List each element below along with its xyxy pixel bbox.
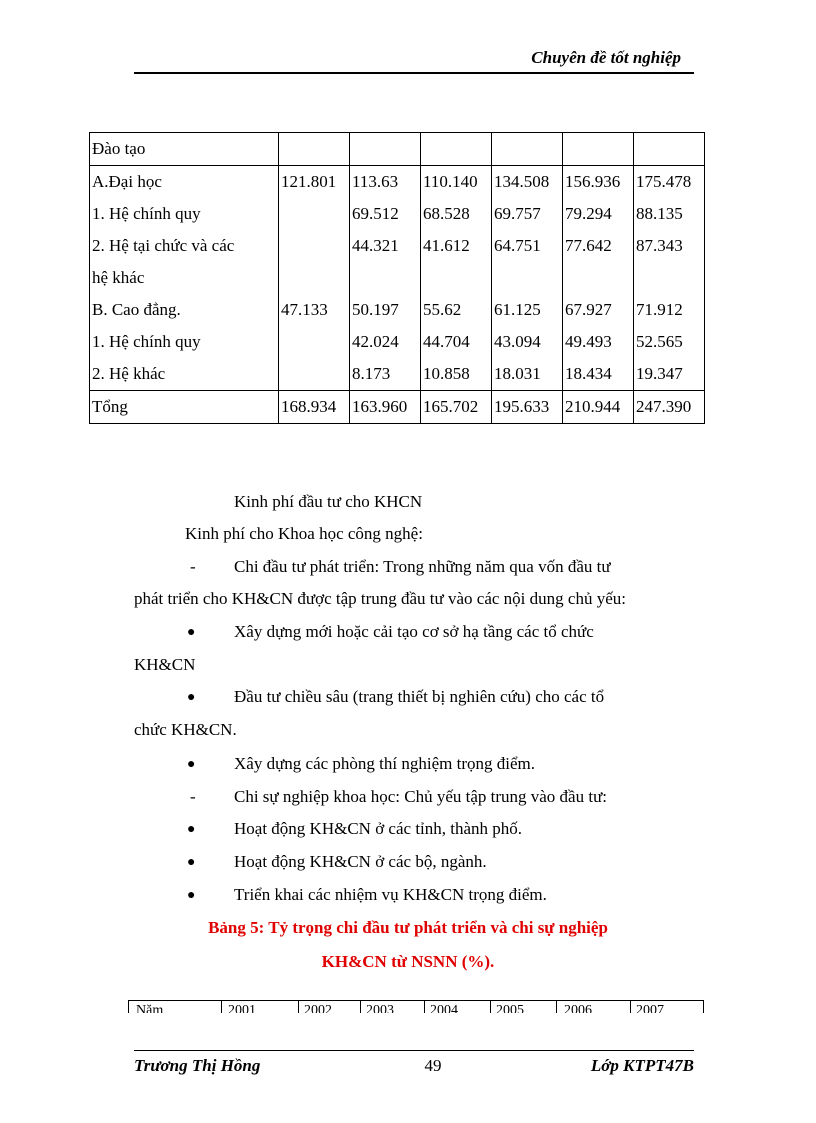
table-cell: 47.133	[279, 294, 350, 326]
table-cell	[421, 262, 492, 294]
header-rule	[134, 72, 694, 74]
table-cell: 64.751	[492, 230, 563, 262]
table-cell	[563, 133, 634, 166]
dash-marker: -	[190, 557, 196, 576]
row-label: 1. Hệ chính quy	[90, 198, 279, 230]
bullet5-line: Hoạt động KH&CN ở các bộ, ngành.	[234, 852, 487, 871]
table-cell: 18.031	[492, 358, 563, 391]
bullet1-line-a: Xây dựng mới hoặc cải tạo cơ sở hạ tầng các tổ chức	[234, 622, 594, 641]
table-cell: 44.321	[350, 230, 421, 262]
dash1-line-a: Chi đầu tư phát triển: Trong những năm qua vốn đầu tư	[234, 557, 611, 576]
table-cell: 247.390	[634, 391, 705, 424]
table-cell	[279, 198, 350, 230]
table-row	[90, 133, 705, 166]
table-cell: 110.140	[421, 166, 492, 199]
table-cell: 50.197	[350, 294, 421, 326]
row-label: Đào tạo	[90, 133, 279, 166]
table-cell: 79.294	[563, 198, 634, 230]
bullet-icon: ●	[187, 625, 196, 640]
truncated-table-top	[128, 1000, 704, 1013]
table-cell: 44.704	[421, 326, 492, 358]
table-border	[630, 1001, 631, 1013]
table-cell: 69.757	[492, 198, 563, 230]
table-cell: 49.493	[563, 326, 634, 358]
table-cell	[563, 262, 634, 294]
table-cell: 19.347	[634, 358, 705, 391]
bullet6-line: Triển khai các nhiệm vụ KH&CN trọng điểm.	[234, 885, 547, 904]
table-cell: 10.858	[421, 358, 492, 391]
table-cell: 88.135	[634, 198, 705, 230]
cut-cell: 2005	[496, 1003, 524, 1013]
cut-cell: 2001	[228, 1003, 256, 1013]
table-cell: 41.612	[421, 230, 492, 262]
table-cell	[279, 230, 350, 262]
table-row	[90, 230, 705, 262]
cut-cell: Năm	[136, 1003, 164, 1013]
row-label: 2. Hệ khác	[90, 358, 279, 391]
bullet-icon: ●	[187, 822, 196, 837]
table-row	[90, 294, 705, 326]
table-cell: 18.434	[563, 358, 634, 391]
table-border	[128, 1001, 129, 1013]
table-border	[360, 1001, 361, 1013]
training-table	[89, 132, 705, 424]
section-heading: Kinh phí đầu tư cho KHCN	[234, 492, 423, 511]
cut-cell: 2002	[304, 1003, 332, 1013]
table-cell: 52.565	[634, 326, 705, 358]
table-row	[90, 262, 705, 294]
table-caption-line1: Bảng 5: Tỷ trọng chi đầu tư phát triển và chi sự nghiệp	[208, 918, 608, 937]
footer-rule	[134, 1050, 694, 1051]
row-label: hệ khác	[90, 262, 279, 294]
table-cell: 61.125	[492, 294, 563, 326]
table-cell: 42.024	[350, 326, 421, 358]
cut-cell: 2007	[636, 1003, 664, 1013]
table-cell: 55.62	[421, 294, 492, 326]
table-border	[703, 1001, 704, 1013]
dash1-line-b: phát triển cho KH&CN được tập trung đầu tư vào các nội dung chủ yếu:	[134, 589, 626, 608]
table-cell	[492, 262, 563, 294]
table-cell	[421, 133, 492, 166]
table-cell: 134.508	[492, 166, 563, 199]
table-border	[556, 1001, 557, 1013]
bullet3-line: Xây dựng các phòng thí nghiệm trọng điểm.	[234, 754, 535, 773]
table-border	[490, 1001, 491, 1013]
footer-page-number: 49	[424, 1056, 442, 1075]
table-cell: 168.934	[279, 391, 350, 424]
table-cell	[279, 262, 350, 294]
table-cell: 156.936	[563, 166, 634, 199]
table-border	[221, 1001, 222, 1013]
cut-cell: 2003	[366, 1003, 394, 1013]
intro-line: Kinh phí cho Khoa học công nghệ:	[185, 524, 423, 543]
table-cell: 77.642	[563, 230, 634, 262]
total-row	[90, 391, 705, 424]
table-cell: 163.960	[350, 391, 421, 424]
table-cell	[279, 358, 350, 391]
table-cell	[492, 133, 563, 166]
bullet-icon: ●	[187, 855, 196, 870]
bullet-icon: ●	[187, 690, 196, 705]
table-border	[298, 1001, 299, 1013]
table-cell: 68.528	[421, 198, 492, 230]
table-cell	[279, 326, 350, 358]
bullet1-line-b: KH&CN	[134, 655, 196, 674]
table-cell	[634, 262, 705, 294]
table-row	[90, 358, 705, 391]
dash2-line: Chi sự nghiệp khoa học: Chủ yếu tập trung vào đầu tư:	[234, 787, 608, 806]
table-caption-line2: KH&CN từ NSNN (%).	[321, 952, 495, 971]
table-cell	[350, 262, 421, 294]
dash-marker: -	[190, 787, 196, 806]
table-cell: 210.944	[563, 391, 634, 424]
table-cell: 8.173	[350, 358, 421, 391]
bullet2-line-a: Đầu tư chiều sâu (trang thiết bị nghiên cứu) cho các tổ	[234, 687, 605, 706]
row-label: B. Cao đẳng.	[90, 294, 279, 326]
footer-author: Trương Thị Hồng	[134, 1056, 261, 1075]
table-cell: 121.801	[279, 166, 350, 199]
table-cell: 113.63	[350, 166, 421, 199]
table-cell: 67.927	[563, 294, 634, 326]
bullet4-line: Hoạt động KH&CN ở các tỉnh, thành phố.	[234, 819, 523, 838]
table-cell	[279, 133, 350, 166]
table-row	[90, 166, 705, 199]
table-cell: 195.633	[492, 391, 563, 424]
cut-cell: 2004	[430, 1003, 458, 1013]
table-cell: 87.343	[634, 230, 705, 262]
table-cell: 175.478	[634, 166, 705, 199]
table-cell: 165.702	[421, 391, 492, 424]
table-cell	[634, 133, 705, 166]
bullet-icon: ●	[187, 757, 196, 772]
page-header-title: Chuyên đề tốt nghiệp	[531, 48, 681, 67]
bullet-icon: ●	[187, 888, 196, 903]
table-row	[90, 326, 705, 358]
row-label: A.Đại học	[90, 166, 279, 199]
table-cell: 71.912	[634, 294, 705, 326]
row-label: Tổng	[90, 391, 279, 424]
table-cell: 69.512	[350, 198, 421, 230]
bullet2-line-b: chức KH&CN.	[134, 720, 237, 739]
table-cell	[350, 133, 421, 166]
table-cell: 43.094	[492, 326, 563, 358]
table-border	[424, 1001, 425, 1013]
row-label: 2. Hệ tại chức và các	[90, 230, 279, 262]
footer-class: Lớp KTPT47B	[590, 1056, 694, 1075]
cut-cell: 2006	[564, 1003, 592, 1013]
row-label: 1. Hệ chính quy	[90, 326, 279, 358]
table-row	[90, 198, 705, 230]
